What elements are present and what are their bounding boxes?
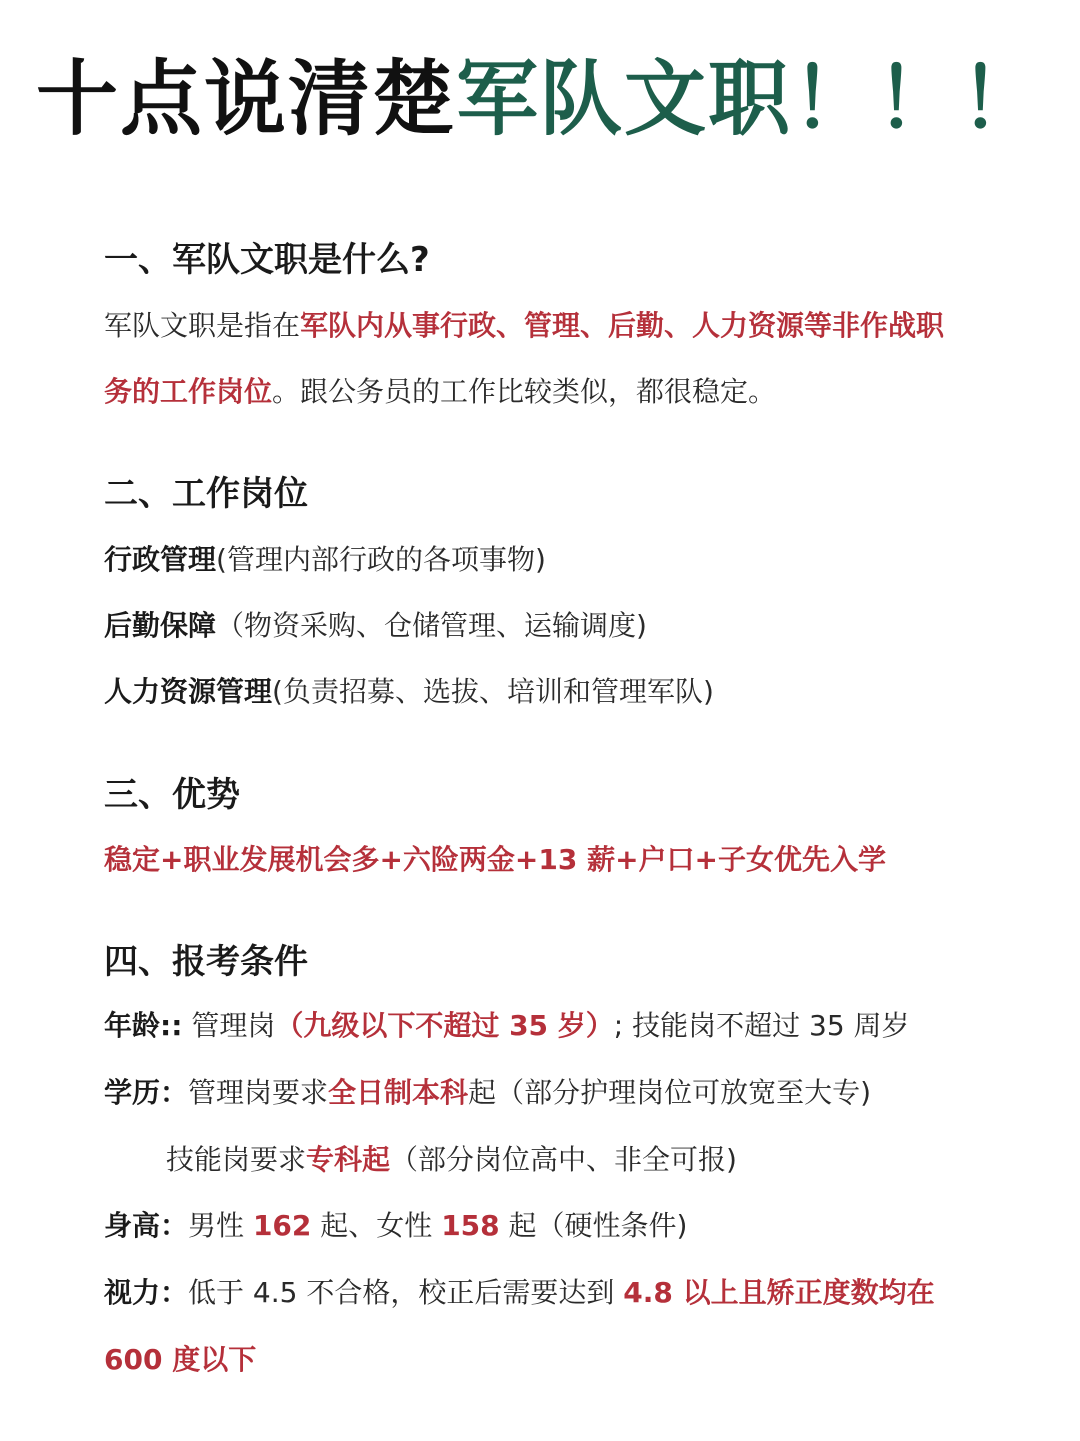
job-item-admin — [104, 540, 546, 580]
requirement-sep: ： — [160, 1076, 189, 1109]
requirement-label: 身高 — [104, 1209, 161, 1242]
job-item-name: 人力资源管理 — [104, 675, 273, 708]
requirement-education-skill — [166, 1140, 737, 1180]
requirement-text: 起（硬性条件) — [499, 1209, 688, 1242]
section1-line2-highlight: 务的工作岗位 — [104, 375, 273, 408]
page-title — [0, 52, 1080, 148]
requirement-text: ; 技能岗不超过 35 周岁 — [613, 1009, 910, 1042]
requirement-text: 起、女性 — [311, 1209, 442, 1242]
section1-line2-suffix: 。跟公务员的工作比较类似，都很稳定。 — [272, 375, 777, 408]
title-green-part: 军队文职！！！ — [456, 52, 1045, 147]
title-black-part: 十点说清楚 — [35, 52, 456, 147]
requirement-highlight: 158 — [441, 1209, 500, 1242]
section1-heading: 一、军队文职是什么? — [104, 240, 430, 280]
requirement-highlight: 162 — [252, 1209, 312, 1242]
requirement-vision-cont: 600 度以下 — [104, 1343, 257, 1376]
job-item-desc: （物资采购、仓储管理、运输调度) — [216, 609, 647, 642]
requirement-text: 管理岗 — [182, 1009, 276, 1042]
job-item-hr — [104, 672, 714, 712]
section1-line2 — [104, 372, 776, 412]
section3-heading: 三、优势 — [104, 775, 240, 815]
requirement-highlight: 专科起 — [306, 1143, 391, 1176]
job-item-name: 后勤保障 — [104, 609, 217, 642]
requirement-text: 男性 — [188, 1209, 253, 1242]
section1-line1 — [104, 306, 944, 346]
section1-line1-prefix: 军队文职是指在 — [104, 309, 301, 342]
requirement-text: 技能岗要求 — [166, 1143, 307, 1176]
requirement-text: （部分岗位高中、非全可报) — [390, 1143, 737, 1176]
requirement-vision — [104, 1273, 935, 1313]
requirement-text: 低于 4.5 不合格，校正后需要达到 — [188, 1276, 624, 1309]
requirement-text: 起（部分护理岗位可放宽至大专) — [468, 1076, 871, 1109]
job-item-desc: (负责招募、选拔、培训和管理军队) — [272, 675, 714, 708]
requirement-label: 年龄 — [104, 1009, 161, 1042]
section1-line1-highlight: 军队内从事行政、管理、后勤、人力资源等非作战职 — [300, 309, 945, 342]
requirement-height — [104, 1206, 687, 1246]
requirement-text: 管理岗要求 — [188, 1076, 329, 1109]
requirement-sep: ： — [160, 1209, 189, 1242]
job-item-logistics — [104, 606, 647, 646]
requirement-sep: :: — [160, 1009, 183, 1042]
job-item-desc: (管理内部行政的各项事物) — [216, 543, 546, 576]
job-item-name: 行政管理 — [104, 543, 217, 576]
requirement-highlight: 4.8 以上且矫正度数均在 — [623, 1276, 935, 1309]
section2-heading: 二、工作岗位 — [104, 474, 308, 514]
requirement-education — [104, 1073, 871, 1113]
requirement-label: 视力 — [104, 1276, 161, 1309]
section4-heading: 四、报考条件 — [104, 942, 308, 982]
requirement-highlight: 全日制本科 — [328, 1076, 469, 1109]
advantages-text: 稳定+职业发展机会多+六险两金+13 薪+户口+子女优先入学 — [104, 843, 887, 876]
requirement-age — [104, 1006, 910, 1046]
requirement-highlight: （九级以下不超过 35 岁） — [275, 1009, 614, 1042]
requirement-sep: ： — [160, 1276, 189, 1309]
requirement-label: 学历 — [104, 1076, 161, 1109]
